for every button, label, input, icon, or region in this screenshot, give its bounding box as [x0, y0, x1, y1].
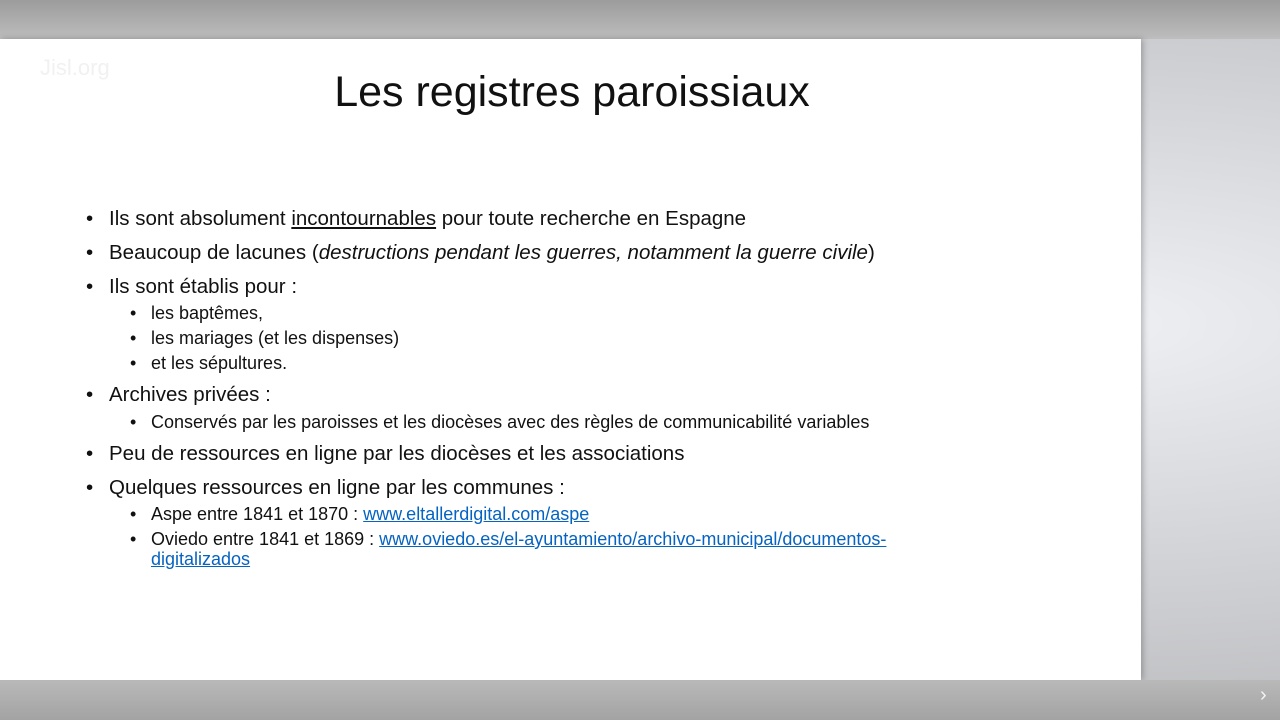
chevron-right-icon[interactable]: › [1260, 684, 1267, 706]
top-bar [0, 0, 1280, 39]
bullet: • Ils sont établis pour : [86, 275, 297, 299]
aspe-link[interactable]: www.eltallerdigital.com/aspe [363, 504, 590, 524]
bullet: • Beaucoup de lacunes (destructions pendant les guerres, notamment la guerre civile) [86, 241, 875, 265]
bullet: • Quelques ressources en ligne par les communes : [86, 476, 565, 500]
bullet: • Ils sont absolument incontournables pour toute recherche en Espagne [86, 207, 746, 231]
bullet: • Peu de ressources en ligne par les diocèses et les associations [86, 442, 684, 466]
slide-title: Les registres paroissiaux [334, 68, 810, 116]
bullet: • Archives privées : [86, 383, 271, 407]
sub-bullet: • et les sépultures. [130, 353, 287, 374]
sub-bullet: • Oviedo entre 1841 et 1869 : www.oviedo.es/el-ayuntamiento/archivo-municipal/documentos- digitalizados [130, 529, 1030, 569]
sub-bullet: • Aspe entre 1841 et 1870 : www.eltallerdigital.com/aspe [130, 504, 589, 525]
bottom-bar [0, 680, 1280, 720]
sub-bullet: • Conservés par les paroisses et les diocèses avec des règles de communicabilité variables [130, 412, 869, 433]
oviedo-link-continued[interactable]: digitalizados [151, 549, 251, 569]
sub-bullet: • les baptêmes, [130, 303, 263, 324]
oviedo-link[interactable]: www.oviedo.es/el-ayuntamiento/archivo-municipal/documentos- [379, 529, 887, 549]
watermark-logo: Jisl.org [40, 55, 110, 80]
sub-bullet: • les mariages (et les dispenses) [130, 328, 399, 349]
